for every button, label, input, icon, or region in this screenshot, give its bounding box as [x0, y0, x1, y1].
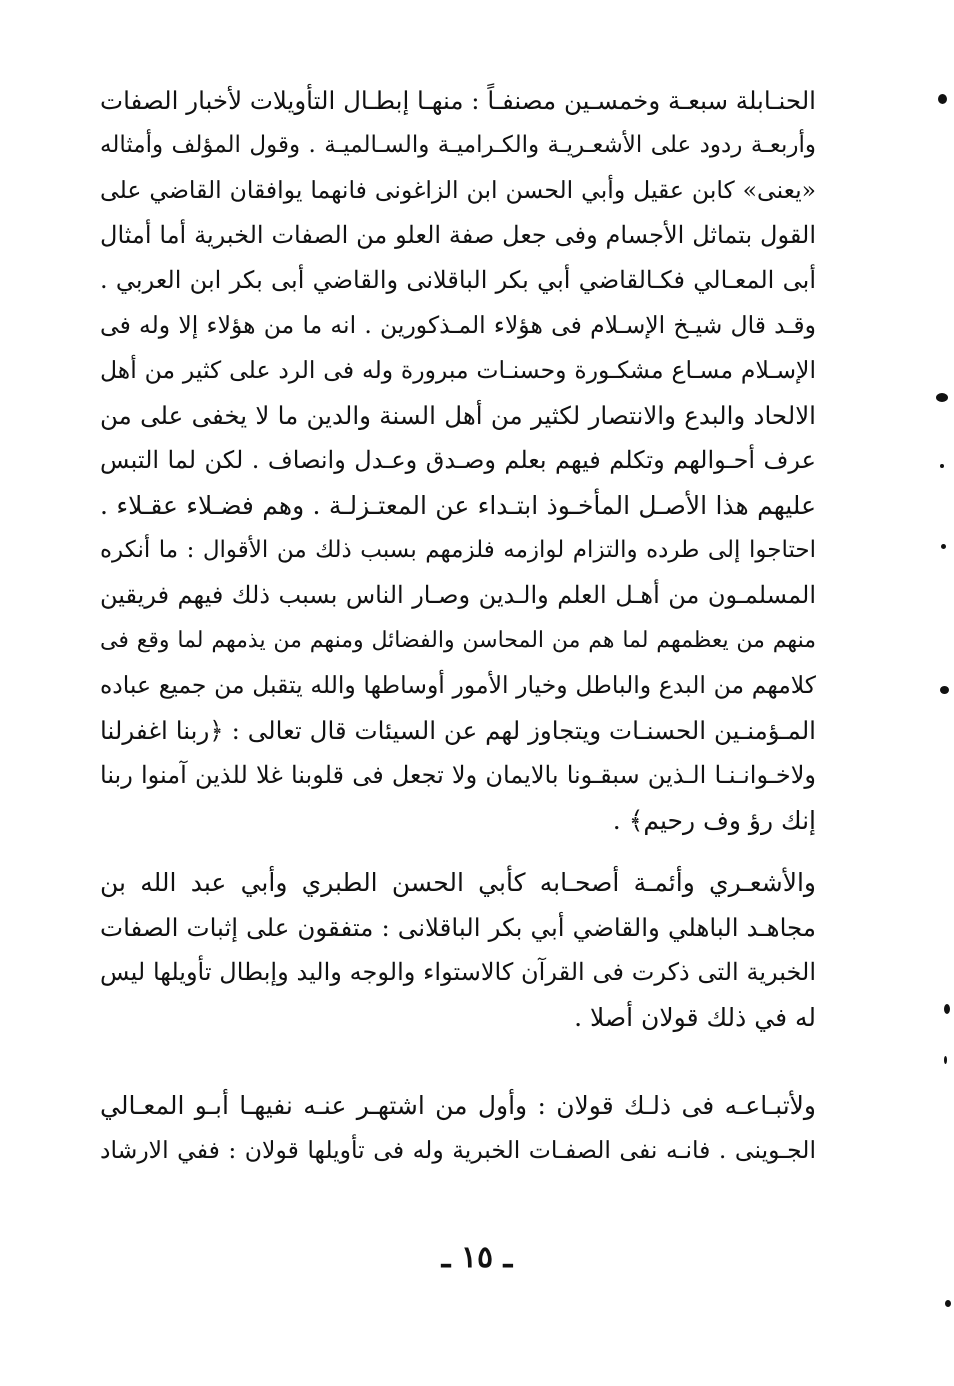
scan-speck — [941, 544, 946, 549]
text-line: المسلمـون من أهـل العلم والـدين وصـار الناس بسبب ذلك فيهم فريقين — [100, 581, 816, 609]
text-line: ولاخـوانـنـا الـذين سبقـونا بالايمان ولا تجعل فى قلوبنا غلا للذين آمنوا ربنا — [100, 761, 816, 789]
text-line: احتاجوا إلى طرده والتزام لوازمه فلزمهم بسبب ذلك من الأقوال : ما أنكره — [100, 537, 816, 563]
scan-speck — [940, 464, 944, 468]
text-line: عليهم هذا الأصـل المأخـوذ ابتـداء عن المعتـزلـة . وهم فضـلاء عقـلاء . — [100, 491, 816, 520]
text-line: وأربعـة ردود على الأشعـريـة والكـراميـة والسـالميـة . وقول المؤلف وأمثاله — [100, 132, 816, 158]
text-line: وقـد قال شيـخ الإسـلام فى هؤلاء المـذكورين . انه ما من هؤلاء إلا وله فى — [100, 311, 816, 339]
text-line: كلامهم من البدع والباطل وخيار الأمور أوساطها والله يتقبل من جميع عباده — [100, 671, 816, 699]
text-line: الجـوينى . فانـه نفى الصفـات الخبرية وله فى تأويلها قولان : ففي الارشاد — [100, 1136, 816, 1164]
text-line: منهم من يعظمهم لما هم من المحاسن والفضائل ومنهم من يذمهم لما وقع فى — [100, 628, 816, 653]
text-line: عرف أحـوالهم وتكلم فيهم بعلم وصـدق وعـدل وانصاف . لكن لما التبس — [100, 446, 816, 474]
text-line: أبى المعـالي فكـالقاضي أبي بكر الباقلانى والقاضي أبى بكر ابن العربي . — [100, 266, 816, 294]
scan-speck — [938, 94, 947, 104]
text-line: الالحاد والبدع والانتصار لكثير من أهل السنة والدين ما لا يخفى على من — [100, 401, 816, 430]
text-line: المـؤمنـين الحسنـات ويتجاوز لهم عن السيئات قال تعالى : ﴿ربنا اغفرلنا — [100, 716, 816, 745]
paragraph-1 — [100, 78, 816, 843]
text-line: مجاهـد الباهلي والقاضي أبي بكر الباقلانى : متفقون على إثبات الصفات — [100, 913, 816, 942]
text-line: الخبرية التى ذكرت فى القرآن كالاستواء والوجه واليد وإبطال تأويلها ليس — [100, 958, 816, 986]
text-line: القول بتماثل الأجسام وفى جعل صفة العلو من الصفات الخبرية أما أمثال — [100, 221, 816, 249]
text-line: ولأتبـاعـه فى ذلـك قولان : وأول من اشتهـر عنـه نفيهـا أبـو المعـالي — [100, 1091, 816, 1120]
paragraph-3 — [100, 1083, 816, 1173]
text-line: له في ذلك قولان أصلا . — [574, 1003, 816, 1032]
text-line: والأشعـري وأئمـة أصحـابه كأبي الحسن الطبري وأبي عبد الله بن — [100, 868, 816, 897]
scan-speck — [945, 1300, 951, 1307]
scan-speck — [936, 393, 948, 402]
paragraph-2 — [100, 860, 816, 1040]
text-line: الإسـلام مسـاع مشكـورة وحسنـات مبرورة وله فى الرد على كثير من أهل — [100, 356, 816, 384]
scan-speck — [940, 686, 949, 694]
page-number: ـ ١٥ ـ — [441, 1240, 513, 1275]
text-line: الحنـابلة سبعـة وخمسـين مصنفـاً : منهـا إبطـال التأويلات لأخبار الصفات — [100, 86, 816, 115]
scan-speck — [944, 1004, 950, 1014]
text-line: إنك رؤ وف رحيم﴾ . — [612, 806, 816, 835]
scan-speck — [944, 1056, 947, 1064]
text-line: «يعنى» كابن عقيل وأبي الحسن ابن الزاغونى فانهما يوافقان القاضي على — [100, 176, 816, 204]
